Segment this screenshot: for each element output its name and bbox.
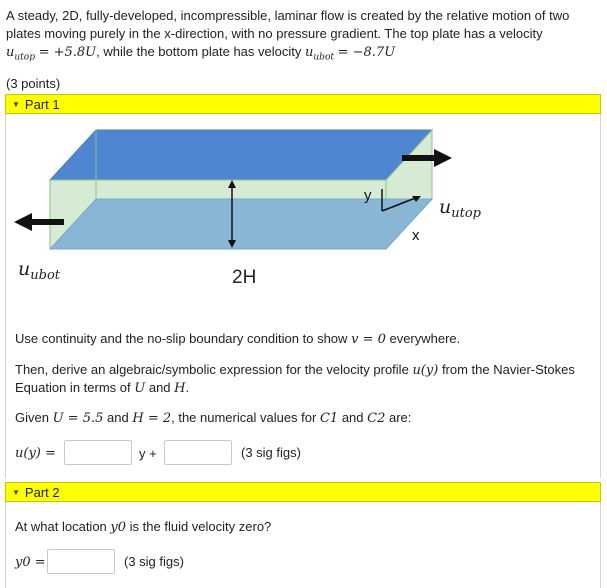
part2-label: Part 2 (24, 484, 60, 500)
caret-down-icon: ▼ (12, 99, 20, 109)
c2-input[interactable] (164, 440, 232, 465)
u-bot-label: $u_{ubot}$ (18, 258, 60, 283)
continuity-instruction: Use continuity and the no-slip boundary condition to show v = 0 everywhere. (15, 331, 461, 347)
height-label: 2H (232, 267, 257, 288)
part1-label: Part 1 (24, 96, 60, 112)
derive-instruction: Then, derive an algebraic/symbolic expression for the velocity profile u(y) from the Navier-Stokes Equation in terms of U and H. (15, 362, 575, 396)
y-plus-label: y + (139, 446, 157, 461)
part2-header[interactable] (5, 482, 601, 502)
u-y-label: u(y) = (15, 446, 56, 461)
sig-figs-note-part2: (3 sig figs) (124, 554, 184, 569)
u-top-value: = +5.8U (38, 45, 97, 60)
sig-figs-note-part1: (3 sig figs) (241, 445, 301, 460)
y0-input[interactable] (47, 549, 115, 574)
u-top-symbol: $u_{utop}$ (6, 45, 35, 63)
intro-line-1: A steady, 2D, fully-developed, incompressible, laminar flow is created by the relative motion of two (6, 8, 570, 23)
intro-line-2: plates moving purely in the x-direction, with no pressure gradient. The top plate has a velocity (6, 26, 543, 41)
velocity-function: u(y) (412, 363, 439, 378)
y0-label: y0 = (15, 555, 46, 570)
flow-diagram (14, 125, 514, 295)
line3-middle: , while the bottom plate has velocity (96, 44, 302, 59)
points-label: (3 points) (6, 76, 61, 91)
intro-line-3 (6, 43, 602, 67)
caret-down-icon: ▼ (12, 487, 20, 497)
problem-statement (6, 7, 602, 67)
top-plate (50, 130, 432, 180)
part2-question: At what location y0 is the fluid velocity zero? (15, 519, 272, 535)
u-bot-symbol: $u_{ubot}$ (305, 45, 334, 63)
continuity-equation: v = 0 (351, 332, 386, 347)
part2-body (5, 502, 601, 588)
part1-header[interactable] (5, 94, 601, 114)
y-axis-label: y (364, 187, 372, 204)
c1-input[interactable] (64, 440, 132, 465)
u-top-label: $u_{utop}$ (439, 196, 481, 221)
given-instruction: Given U = 5.5 and H = 2, the numerical values for C1 and C2 are: (15, 410, 412, 426)
u-bot-value: = −8.7U (337, 45, 396, 60)
bottom-plate (50, 199, 432, 249)
x-axis-label: x (412, 227, 420, 244)
